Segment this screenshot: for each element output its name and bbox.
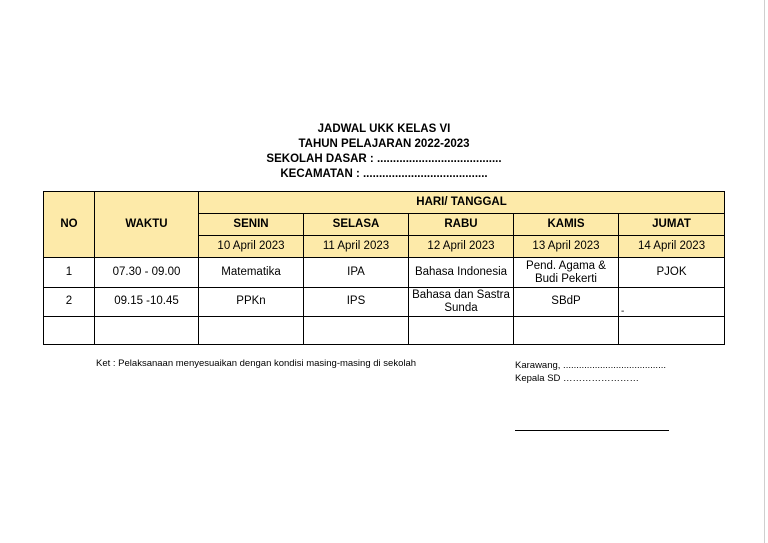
day-cell: SENIN	[199, 214, 304, 236]
date-cell: 12 April 2023	[409, 236, 514, 258]
subject-cell: Bahasa Indonesia	[409, 258, 514, 287]
row-time: 07.30 - 09.00	[95, 258, 199, 287]
empty-row	[44, 316, 725, 344]
subject-cell: Matematika	[199, 258, 304, 287]
row-number: 2	[44, 287, 95, 316]
subject-cell: PPKn	[199, 287, 304, 316]
date-cell: 14 April 2023	[619, 236, 725, 258]
row-time: 09.15 -10.45	[95, 287, 199, 316]
subject-cell: Pend. Agama & Budi Pekerti	[514, 258, 619, 287]
row-number: 1	[44, 258, 95, 287]
day-cell: RABU	[409, 214, 514, 236]
signature-block	[515, 359, 666, 385]
day-cell: SELASA	[304, 214, 409, 236]
day-cell: KAMIS	[514, 214, 619, 236]
title-line-2: TAHUN PELAJARAN 2022-2023	[298, 138, 470, 150]
title-line-1: JADWAL UKK KELAS VI	[317, 123, 451, 135]
day-cell: JUMAT	[619, 214, 725, 236]
signature-role: Kepala SD ……………………	[515, 373, 640, 384]
subject-cell: IPA	[304, 258, 409, 287]
subject-cell: SBdP	[514, 287, 619, 316]
stray-dash: -	[621, 306, 625, 317]
empty-cell	[514, 316, 619, 344]
document-title	[0, 122, 768, 182]
header-row	[44, 192, 725, 214]
subject-cell: Bahasa dan Sastra Sunda	[409, 287, 514, 316]
empty-cell	[199, 316, 304, 344]
table-row	[44, 258, 725, 287]
title-line-4: KECAMATAN : .......................................	[280, 168, 488, 180]
empty-cell	[409, 316, 514, 344]
empty-cell	[44, 316, 95, 344]
note-text: Ket : Pelaksanaan menyesuaikan dengan kondisi masing-masing di sekolah	[96, 358, 417, 369]
date-cell: 13 April 2023	[514, 236, 619, 258]
date-cell: 10 April 2023	[199, 236, 304, 258]
signature-place-date: Karawang, .......................................	[515, 360, 666, 371]
date-cell: 11 April 2023	[304, 236, 409, 258]
subject-cell: PJOK	[619, 258, 725, 287]
empty-cell	[95, 316, 199, 344]
empty-cell	[619, 316, 725, 344]
page-edge-line	[764, 0, 765, 543]
subject-cell	[619, 287, 725, 316]
header-hari-tanggal: HARI/ TANGGAL	[199, 192, 725, 214]
signature-line	[515, 430, 669, 431]
title-line-3: SEKOLAH DASAR : .......................................	[266, 153, 502, 165]
subject-cell: IPS	[304, 287, 409, 316]
header-waktu: WAKTU	[95, 192, 199, 258]
schedule-table	[43, 191, 725, 345]
header-no: NO	[44, 192, 95, 258]
empty-cell	[304, 316, 409, 344]
